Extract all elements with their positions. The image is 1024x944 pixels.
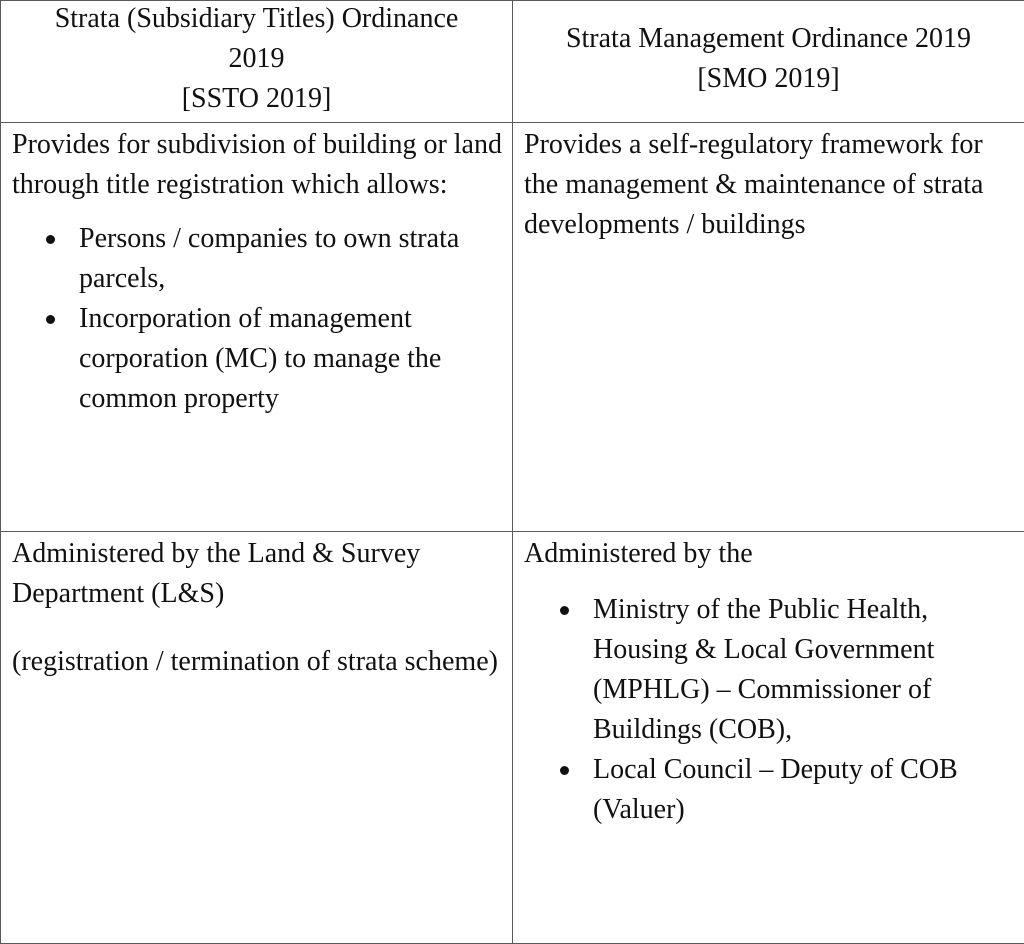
admin-smo-intro: Administered by the (524, 534, 1014, 574)
purpose-ssto-list (12, 219, 502, 419)
admin-ssto-intro: Administered by the Land & Survey Department (L&S) (12, 534, 502, 614)
header-smo-abbrev: [SMO 2019] (513, 59, 1024, 99)
list-item (79, 299, 502, 419)
header-row (1, 1, 1024, 123)
list-item-text: Local Council – Deputy of COB (Valuer) (593, 754, 958, 825)
bullet-icon (46, 235, 55, 244)
bullet-icon (560, 606, 569, 615)
list-item-text: Ministry of the Public Health, Housing & Local Government (MPHLG) – Commissioner of Buildings (COB), (593, 594, 934, 745)
header-ssto-year: 2019 (1, 39, 512, 79)
list-item-text: Persons / companies to own strata parcels, (79, 223, 459, 294)
admin-ssto-cell (1, 532, 513, 944)
purpose-smo-cell (513, 123, 1024, 532)
header-smo-cell (513, 1, 1024, 123)
purpose-ssto-cell (1, 123, 513, 532)
bullet-icon (560, 766, 569, 775)
admin-smo-list (524, 590, 1014, 830)
purpose-smo-intro: Provides a self-regulatory framework for the management & maintenance of strata developments / buildings (524, 125, 1014, 245)
bullet-icon (46, 315, 55, 324)
header-ssto-title: Strata (Subsidiary Titles) Ordinance (1, 0, 512, 39)
header-smo-title: Strata Management Ordinance 2019 (513, 19, 1024, 59)
list-item (593, 590, 1014, 750)
header-ssto-abbrev: [SSTO 2019] (1, 79, 512, 119)
admin-ssto-note: (registration / termination of strata scheme) (12, 642, 502, 682)
purpose-ssto-intro: Provides for subdivision of building or land through title registration which allows: (12, 125, 502, 205)
list-item-text: Incorporation of management corporation (MC) to manage the common property (79, 303, 441, 414)
list-item (79, 219, 502, 299)
list-item (593, 750, 1014, 830)
header-ssto-cell (1, 1, 513, 123)
purpose-row (1, 123, 1024, 532)
administration-row (1, 532, 1024, 944)
admin-smo-cell (513, 532, 1024, 944)
